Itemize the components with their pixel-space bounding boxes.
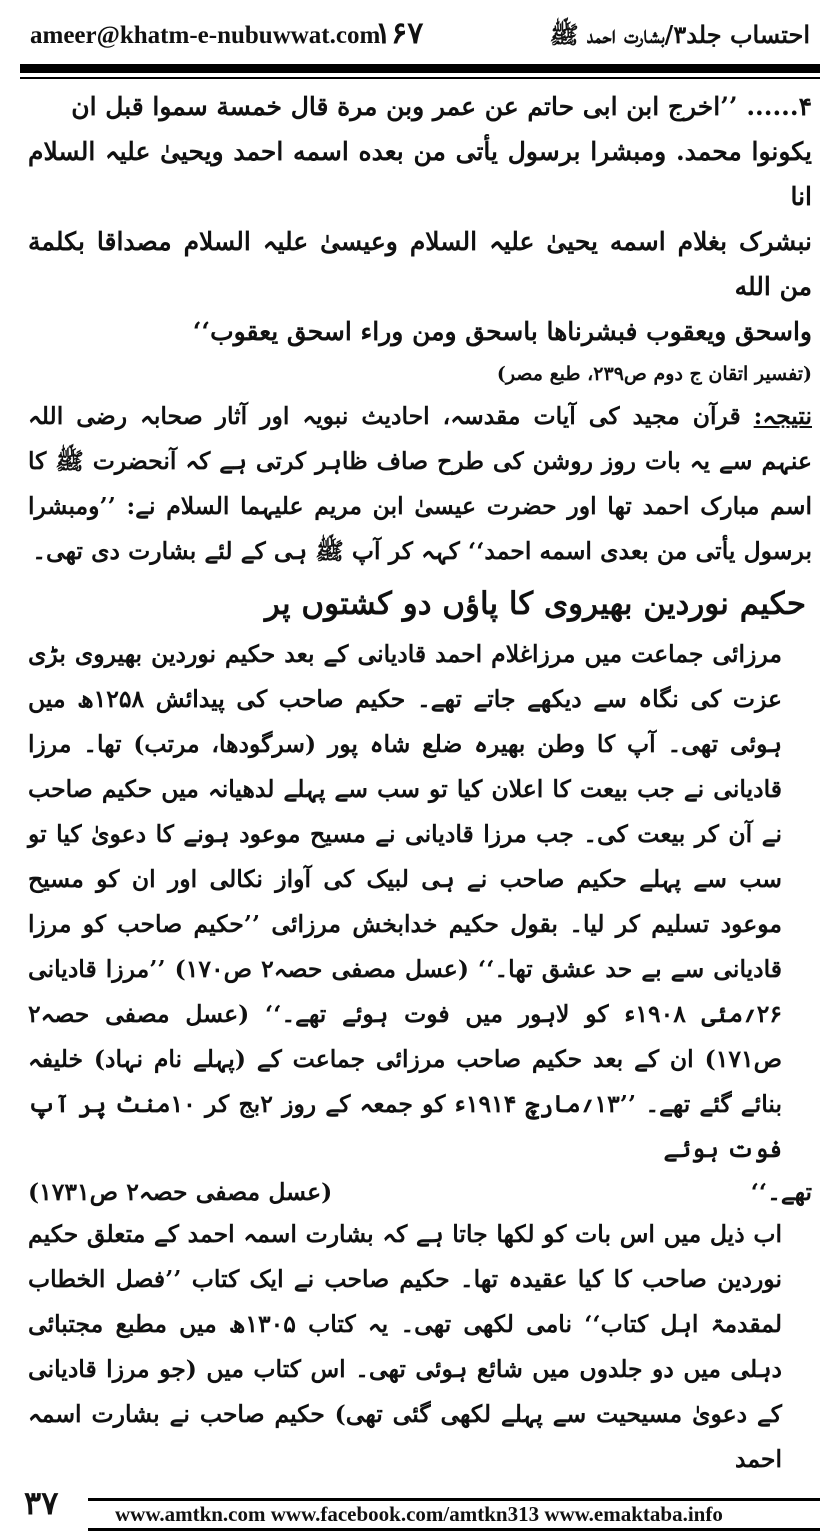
arabic-quote-line-2: یکونوا محمد. ومبشرا برسول یأتی من بعده اسمه احمد ویحییٰ علیہ السلام انا bbox=[28, 137, 812, 211]
arabic-quote-text: ’’اخرج ابن ابی حاتم عن عمر وبن مرة قال خمسة سموا قبل ان bbox=[71, 92, 738, 121]
paragraph-2: اب ذیل میں اس بات کو لکھا جاتا ہے کہ بشارت اسمہ احمد کے متعلق حکیم نوردین صاحب کا کیا عقیدہ تھا۔ حکیم صاحب نے ایک کتاب ’’فصل الخطاب لمقدمۃ اہل کتاب‘‘ نامی لکھی تھی۔ یہ کتاب ۱۳۰۵ھ میں مطبع مجتبائی دہلی میں دو جلدوں میں شائع ہوئی تھی۔ اس کتاب میں (جو مرزا قادیانی کے دعویٰ مسیحیت سے پہلے لکھی گئی تھی) حکیم صاحب نے بشارت اسمہ احمد bbox=[28, 1220, 782, 1473]
footer-rule-top bbox=[88, 1498, 820, 1501]
paragraph-1: مرزائی جماعت میں مرزاغلام احمد قادیانی کے بعد حکیم نوردین بھیروی بڑی عزت کی نگاہ سے دیکھے جاتے تھے۔ حکیم صاحب کی پیدائش ۱۲۵۸ھ میں ہوئی تھی۔ آپ کا وطن بھیرہ ضلع شاہ پور (سرگودھا، مرتب) تھا۔ مرزا قادیانی نے جب بیعت کا اعلان کیا تو سب سے پہلے لدھیانہ میں حکیم صاحب نے آن کر بیعت کی۔ جب مرزا قادیانی نے مسیح موعود ہونے کا دعویٰ کیا تو سب سے پہلے حکیم صاحب نے ہی لبیک کی آواز نکالی اور ان کو مسیح موعود تسلیم کر لیا۔ بقول حکیم خدابخش مرزائی ’’حکیم صاحب کو مرزا قادیانی سے بے حد عشق تھا۔‘‘ (عسل مصفی حصہ۲ ص۱۷۰) ’’مرزا قادیانی ۲۶؍مئی ۱۹۰۸ء کو لاہور میں فوت ہوئے تھے۔‘‘ (عسل مصفی حصہ۲ ص۱۷۱) ان کے بعد حکیم صاحب مرزائی جماعت کے (پہلے نام نہاد) خلیفہ بنائے گئے تھے۔ ’’۱۳؍مارچ ۱۹۱۴ء کو جمعہ کے روز ۲بج کر ۱۰منٹ پر آپ فوت ہوئے bbox=[28, 640, 782, 1163]
page-body bbox=[28, 84, 812, 1482]
footer-links: www.amtkn.com www.facebook.com/amtkn313 www.emaktaba.info bbox=[115, 1502, 723, 1526]
footer-page-number: ۳۷ bbox=[24, 1484, 59, 1522]
header-page-number: ۱۶۷ bbox=[375, 16, 424, 51]
arabic-quote-reference: (تفسیر اتقان ج دوم ص۲۳۹، طبع مصر) bbox=[496, 363, 812, 385]
header-book-title: احتساب جلد۳/بشارت احمد ﷺ bbox=[549, 20, 810, 49]
header-rule-thin bbox=[20, 77, 820, 79]
section-heading: حکیم نوردین بھیروی کا پاؤں دو کشتوں پر bbox=[264, 586, 806, 622]
paragraph-1-reference: (عسل مصفی حصہ۲ ص۱۷۳۱) bbox=[28, 1178, 333, 1206]
paragraph-1-closing bbox=[28, 1172, 812, 1212]
page-footer bbox=[20, 1484, 820, 1532]
arabic-quote-line-3: نبشرک بغلام اسمه یحییٰ علیہ السلام وعیسیٰ علیہ السلام مصداقا بکلمة من الله bbox=[28, 227, 812, 301]
page-header bbox=[30, 14, 810, 66]
closing-quote: تھے۔‘‘ bbox=[750, 1178, 812, 1206]
header-rule-thick bbox=[20, 64, 820, 73]
arabic-quote-line-1 bbox=[28, 84, 812, 129]
header-email: ameer@khatm-e-nubuwwat.com bbox=[30, 22, 381, 49]
conclusion-text: قرآن مجید کی آیات مقدسہ، احادیث نبویہ اور آثار صحابہ رضی اللہ عنہم سے یہ بات روز روشن کی طرح صاف ظاہر کرتی ہے کہ آنحضرت ﷺ کا اسم مبارک احمد تھا اور حضرت عیسیٰ ابن مریم علیہما السلام نے: ’’ومبشرا برسول یأتی من بعدی اسمه احمد‘‘ کہہ کر آپ ﷺ ہی کے لئے بشارت دی تھی۔ bbox=[28, 402, 812, 565]
quote-marker: ۴...... bbox=[746, 92, 812, 121]
arabic-quote-line-4: واسحق ویعقوب فبشرناها باسحق ومن وراء اسحق یعقوب‘‘ bbox=[192, 317, 812, 346]
conclusion-paragraph bbox=[28, 394, 812, 574]
footer-rule-bottom bbox=[88, 1528, 820, 1531]
conclusion-label: نتیجہ: bbox=[753, 402, 812, 430]
